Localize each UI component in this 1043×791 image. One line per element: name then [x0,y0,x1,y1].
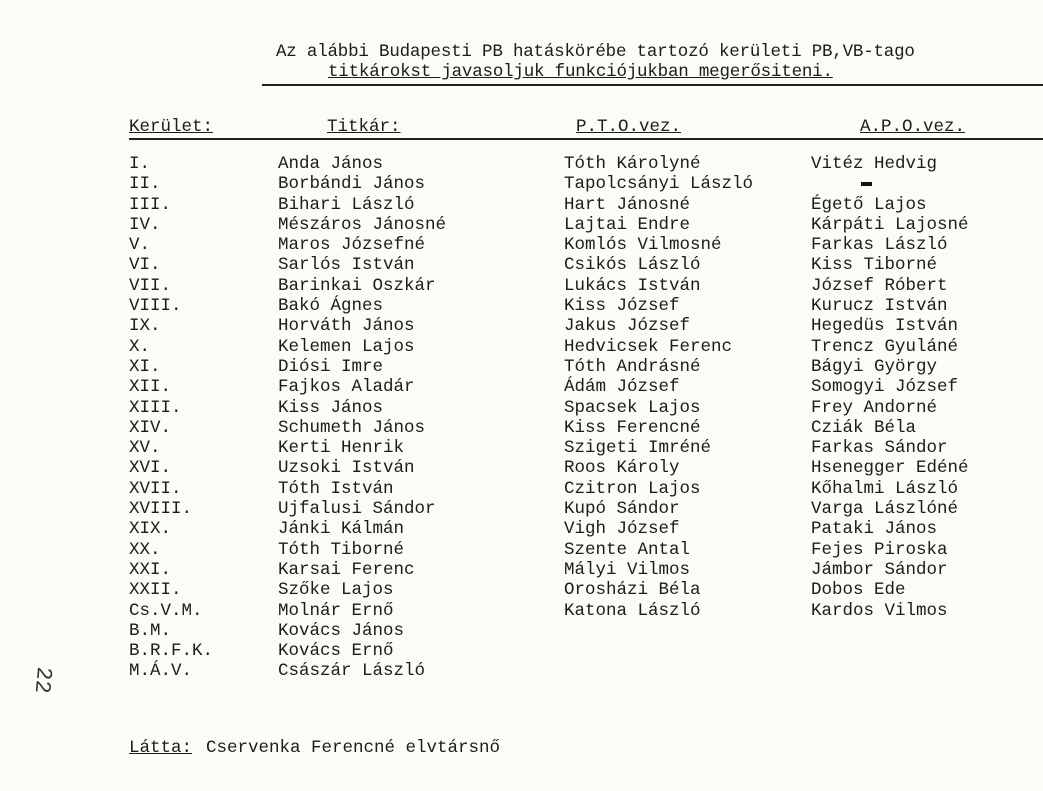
dash-glyph [861,182,872,186]
cell-kerulet: XVI. [129,458,172,479]
cell-apo: Frey Andorné [811,397,938,418]
cell-kerulet: XVII. [129,478,182,499]
cell-kerulet: XX. [129,539,161,560]
cell-kerulet: VIII. [129,296,182,317]
cell-kerulet: Cs.V.M. [129,600,203,621]
cell-kerulet: XXII. [129,580,182,601]
cell-pto [564,621,753,641]
cell-kerulet: XI. [129,356,161,377]
header-pto: P.T.O.vez. [576,117,682,137]
cell-kerulet: I. [129,154,151,174]
cell-apo: Kárpáti Lajosné [811,214,969,235]
cell-pto: Vigh József [564,519,680,540]
cell-kerulet: IX. [129,316,161,337]
cell-titkar: Kovács Ernő [278,641,394,662]
cell-pto: Hart Jánosné [564,194,691,215]
cell-pto: Tapolcsányi László [564,174,754,195]
cell-titkar: Szőke Lajos [278,580,394,601]
cell-kerulet: X. [129,336,151,357]
cell-titkar: Horváth János [278,316,415,337]
cell-titkar: Fajkos Aladár [278,377,415,398]
title-line-1: Az alábbi Budapesti PB hatáskörébe tartozó kerületi PB,VB-tago [276,42,915,62]
cell-apo [811,641,969,661]
cell-kerulet: B.R.F.K. [129,641,214,662]
cell-apo: Kiss Tiborné [811,255,938,276]
cell-pto: Kiss József [564,296,680,317]
cell-apo: Kurucz István [811,296,948,317]
header-kerulet: Kerület: [129,117,214,137]
latta-line [129,738,500,758]
dash-mark [811,174,969,194]
cell-apo: Kardos Vilmos [811,600,948,621]
cell-titkar: Sarlós István [278,255,415,276]
cell-kerulet: B.M. [129,620,172,641]
cell-kerulet: V. [129,235,151,256]
cell-apo: Égető Lajos [811,194,927,215]
cell-kerulet: XIV. [129,417,172,438]
cell-apo: Bágyi György [811,356,938,377]
cell-apo: Fejes Piroska [811,539,948,560]
cell-apo: Farkas Sándor [811,438,948,459]
cell-apo: József Róbert [811,275,948,296]
cell-titkar: Molnár Ernő [278,600,394,621]
cell-apo: Dobos Ede [811,580,906,601]
cell-apo: Farkas László [811,235,948,256]
document-title [276,42,915,82]
header-apo: A.P.O.vez. [860,117,966,137]
cell-titkar: Kovács János [278,620,405,641]
title-rule [262,84,1043,86]
cell-kerulet: II. [129,174,161,195]
cell-kerulet: XIII. [129,397,182,418]
cell-titkar: Jánki Kálmán [278,519,405,540]
cell-kerulet: M.Á.V. [129,661,193,682]
header-titkar: Titkár: [327,117,401,137]
cell-kerulet: XV. [129,438,161,459]
column-pto [564,154,753,682]
cell-apo: Trencz Gyuláné [811,336,959,357]
page-number: 22 [28,665,56,695]
cell-titkar: Barinkai Oszkár [278,275,436,296]
cell-titkar: Kelemen Lajos [278,336,415,357]
cell-pto: Szente Antal [564,539,691,560]
cell-titkar: Uzsoki István [278,458,415,479]
cell-pto: Kiss Ferencné [564,417,701,438]
cell-pto: Tóth Andrásné [564,356,701,377]
cell-titkar: Anda János [278,154,384,174]
cell-pto: Orosházi Béla [564,580,701,601]
cell-titkar: Mészáros Jánosné [278,214,447,235]
cell-pto: Csikós László [564,255,701,276]
cell-titkar: Diósi Imre [278,356,384,377]
cell-pto: Lajtai Endre [564,214,691,235]
cell-pto: Jakus József [564,316,691,337]
cell-pto: Roos Károly [564,458,680,479]
cell-pto: Katona László [564,600,701,621]
cell-pto [564,641,753,661]
column-apo [811,154,969,682]
cell-titkar: Schumeth János [278,417,426,438]
cell-apo [811,661,969,681]
column-titkar [278,154,446,682]
cell-titkar: Bakó Ágnes [278,296,384,317]
latta-label: Látta: [129,738,193,758]
cell-apo: Kőhalmi László [811,478,959,499]
cell-kerulet: VII. [129,275,172,296]
title-line-2: titkárokst javasoljuk funkciójukban megerősiteni. [328,62,833,82]
cell-apo: Cziák Béla [811,417,917,438]
latta-value: Cservenka Ferencné elvtársnő [206,738,501,758]
cell-kerulet: III. [129,194,172,215]
cell-pto: Szigeti Imréné [564,438,712,459]
cell-pto: Spacsek Lajos [564,397,701,418]
cell-pto: Hedvicsek Ferenc [564,336,733,357]
cell-apo: Varga Lászlóné [811,499,959,520]
cell-apo: Jámbor Sándor [811,559,948,580]
cell-titkar: Bihari László [278,194,415,215]
cell-kerulet: IV. [129,214,161,235]
cell-pto: Mályi Vilmos [564,559,691,580]
cell-apo: Somogyi József [811,377,959,398]
cell-apo: Hegedüs István [811,316,959,337]
cell-apo: Hsenegger Edéné [811,458,969,479]
cell-apo: Pataki János [811,519,938,540]
cell-kerulet: VI. [129,255,161,276]
cell-apo: Vitéz Hedvig [811,154,938,174]
cell-titkar: Ujfalusi Sándor [278,499,436,520]
cell-kerulet: XXI. [129,559,172,580]
cell-titkar: Császár László [278,661,426,682]
cell-pto: Lukács István [564,275,701,296]
cell-titkar: Kerti Henrik [278,438,405,459]
cell-apo [811,621,969,641]
cell-kerulet: XVIII. [129,499,193,520]
cell-titkar: Borbándi János [278,174,426,195]
cell-pto: Tóth Károlyné [564,154,701,174]
cell-pto [564,661,753,681]
cell-titkar: Tóth István [278,478,394,499]
header-rule [129,138,1043,140]
cell-kerulet: XIX. [129,519,172,540]
cell-titkar: Tóth Tiborné [278,539,405,560]
cell-titkar: Karsai Ferenc [278,559,415,580]
cell-pto: Ádám József [564,377,680,398]
column-kerulet [129,154,213,682]
cell-pto: Kupó Sándor [564,499,680,520]
cell-pto: Komlós Vilmosné [564,235,722,256]
cell-titkar: Maros Józsefné [278,235,426,256]
cell-titkar: Kiss János [278,397,384,418]
cell-pto: Czitron Lajos [564,478,701,499]
cell-kerulet: XII. [129,377,172,398]
